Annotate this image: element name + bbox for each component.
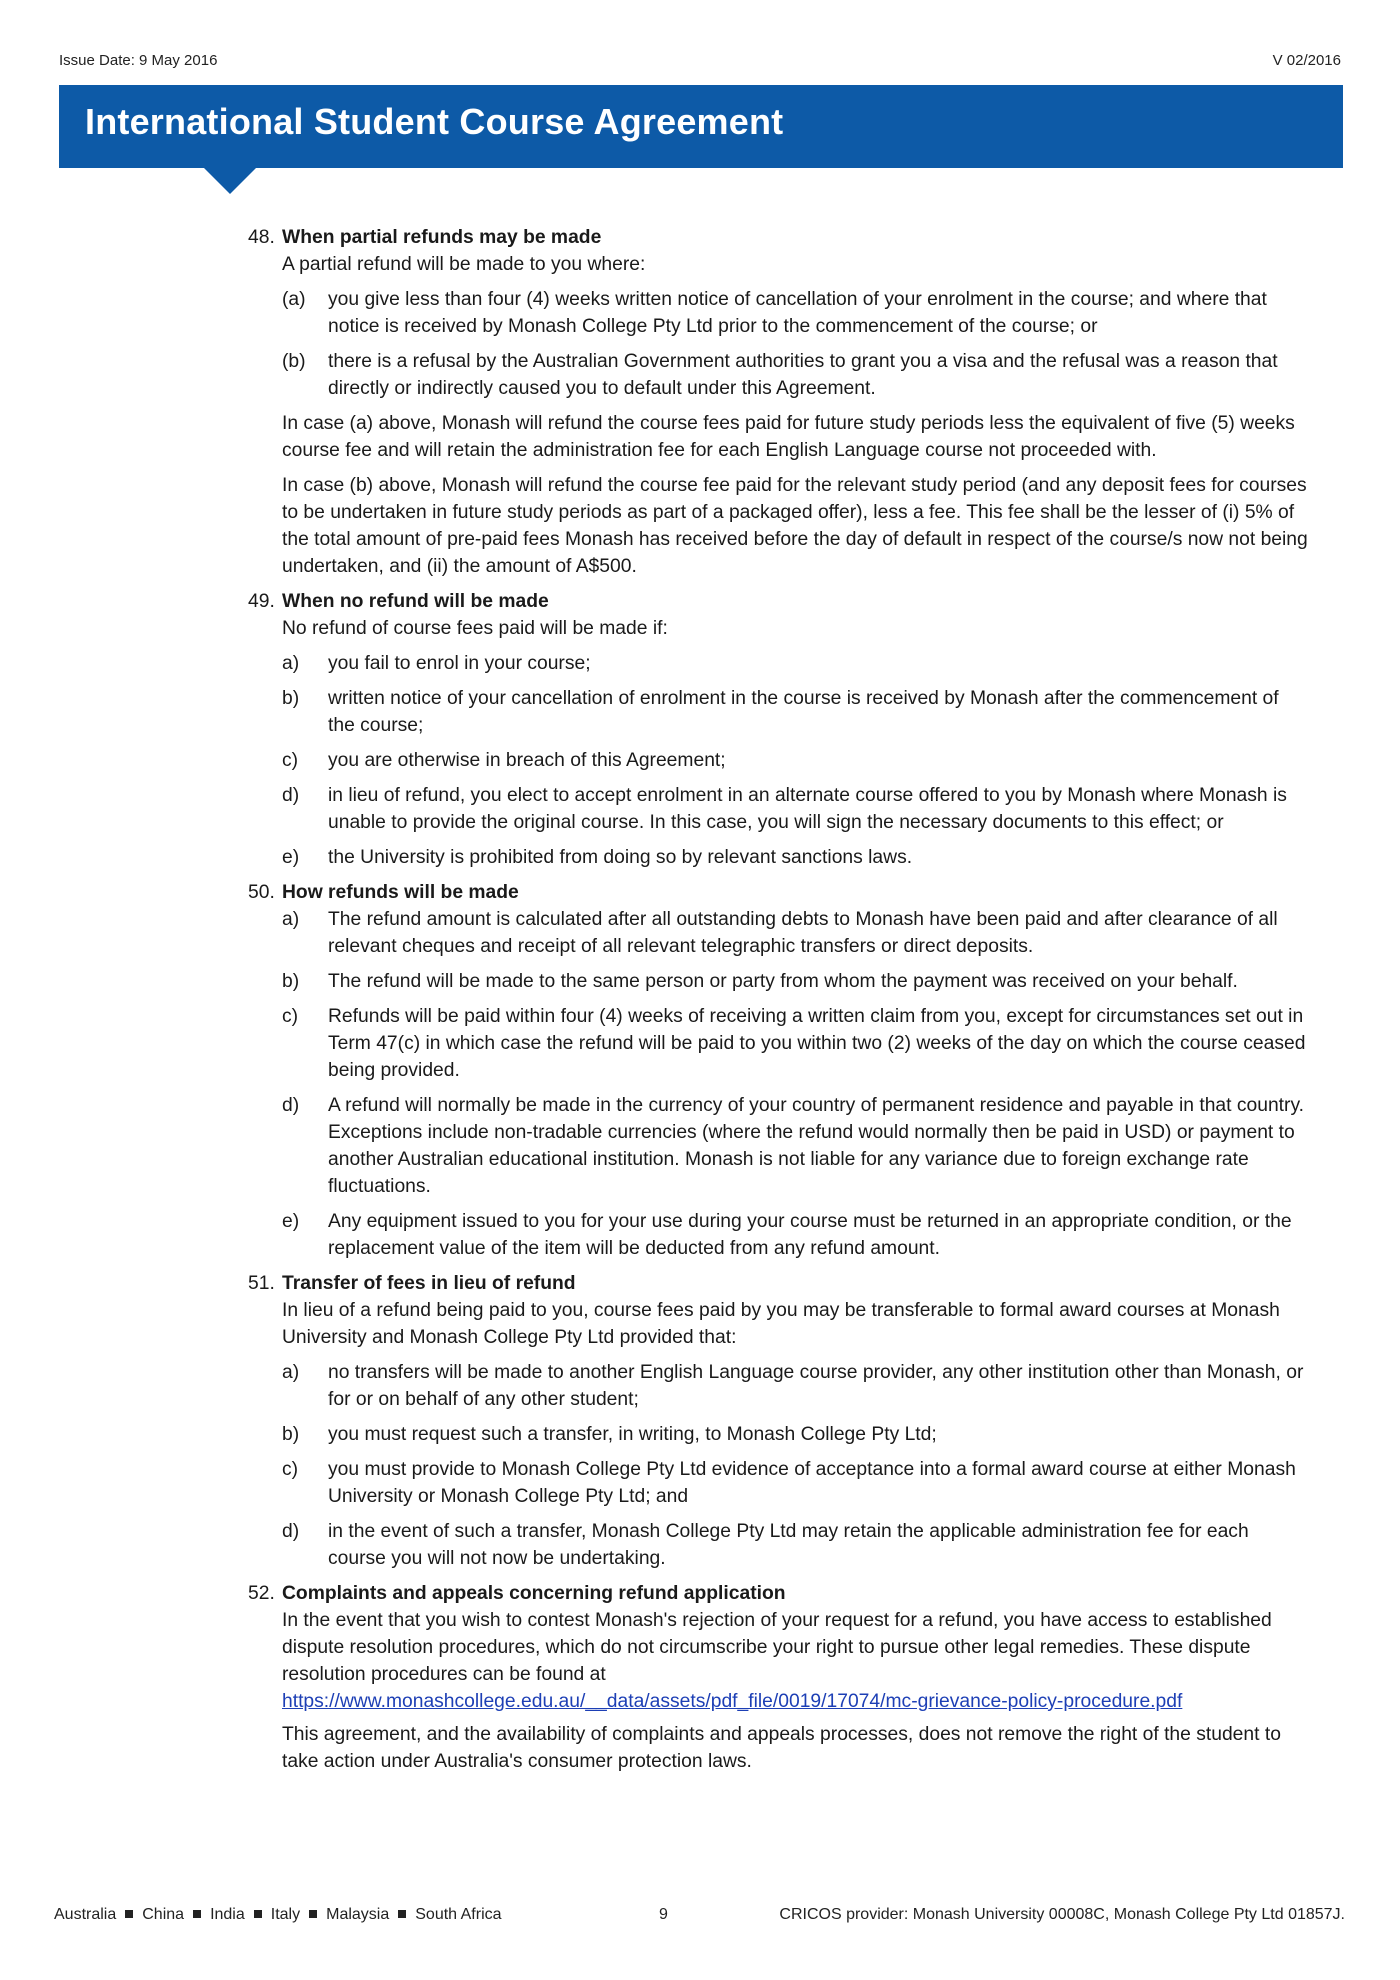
page-footer	[54, 1906, 1345, 1924]
clause-number: 48.	[248, 227, 275, 248]
item-marker: b)	[282, 971, 300, 992]
clause-intro: In lieu of a refund being paid to you, course fees paid by you may be transferable to formal award courses at Monash University and Monash College Pty Ltd provided that:	[282, 1300, 1280, 1348]
banner-notch	[204, 168, 256, 194]
clause-section	[248, 879, 1308, 1262]
document-title: International Student Course Agreement	[85, 101, 784, 142]
clause-item	[248, 650, 1308, 677]
bullet-square-icon	[193, 1910, 201, 1918]
country-name: India	[210, 1906, 245, 1923]
page-number: 9	[659, 1906, 668, 1923]
item-text: in lieu of refund, you elect to accept enrolment in an alternate course offered to you by Monash where Monash is unable to provide the original course. In this case, you will sign the necessary documents to this effect; or	[328, 785, 1287, 833]
clause-number: 49.	[248, 591, 275, 612]
title-banner	[59, 85, 1343, 168]
clause-heading	[248, 1270, 1308, 1297]
country-name: South Africa	[415, 1906, 502, 1923]
item-text: The refund will be made to the same person or party from whom the payment was received on your behalf.	[328, 971, 1238, 992]
clause-item	[248, 1208, 1308, 1262]
clause-section	[248, 1580, 1308, 1775]
clause-item	[248, 844, 1308, 871]
clause-item	[248, 1456, 1308, 1510]
bullet-square-icon	[309, 1910, 317, 1918]
item-marker: (b)	[282, 351, 306, 372]
item-text: The refund amount is calculated after all outstanding debts to Monash have been paid and after clearance of all relevant cheques and receipt of all relevant telegraphic transfers or direct deposits.	[328, 909, 1278, 957]
item-marker: c)	[282, 1459, 299, 1480]
item-marker: a)	[282, 653, 300, 674]
item-text: you fail to enrol in your course;	[328, 653, 591, 674]
country-name: China	[142, 1906, 185, 1923]
bullet-square-icon	[125, 1910, 133, 1918]
item-marker: e)	[282, 1211, 300, 1232]
item-text: you are otherwise in breach of this Agreement;	[328, 750, 726, 771]
country-name: Italy	[270, 1906, 301, 1923]
agreement-body	[248, 224, 1308, 1783]
bullet-square-icon	[398, 1910, 406, 1918]
clause-title: Transfer of fees in lieu of refund	[282, 1273, 576, 1294]
item-text: you give less than four (4) weeks written notice of cancellation of your enrolment in the course; and where that notice is received by Monash College Pty Ltd prior to the commencement of the course; or	[328, 289, 1267, 337]
clause-item	[248, 906, 1308, 960]
item-text: the University is prohibited from doing so by relevant sanctions laws.	[328, 847, 913, 868]
item-marker: b)	[282, 688, 300, 709]
clause-number: 51.	[248, 1273, 275, 1294]
clause-title: How refunds will be made	[282, 882, 519, 903]
issue-date: Issue Date: 9 May 2016	[59, 52, 218, 69]
closing-paragraph: This agreement, and the availability of complaints and appeals processes, does not remove the right of the student to take action under Australia's consumer protection laws.	[282, 1724, 1281, 1772]
clause-title: When no refund will be made	[282, 591, 549, 612]
clause-item	[248, 1359, 1308, 1413]
clause-item	[248, 348, 1308, 402]
complaints-text: In the event that you wish to contest Monash's rejection of your request for a refund, you have access to established dispute resolution procedures, which do not circumscribe your right to pursue other legal remedies. These dispute resolution procedures can be found at	[282, 1610, 1272, 1685]
item-text: Refunds will be paid within four (4) weeks of receiving a written claim from you, except for circumstances set out in Term 47(c) in which case the refund will be paid to you within two (2) weeks of the day on which the course ceased being provided.	[328, 1006, 1306, 1081]
item-text: written notice of your cancellation of enrolment in the course is received by Monash after the commencement of the course;	[328, 688, 1279, 736]
clause-item	[248, 1003, 1308, 1084]
clause-item	[248, 1421, 1308, 1448]
item-text: there is a refusal by the Australian Government authorities to grant you a visa and the refusal was a reason that directly or indirectly caused you to default under this Agreement.	[328, 351, 1278, 399]
country-name: Australia	[54, 1906, 117, 1923]
grievance-policy-link[interactable]: https://www.monashcollege.edu.au/__data/assets/pdf_file/0019/17074/mc-grievance-policy-procedure.pdf	[282, 1691, 1183, 1712]
item-marker: a)	[282, 1362, 300, 1383]
clause-paragraph: In case (a) above, Monash will refund the course fees paid for future study periods less the equivalent of five (5) weeks course fee and will retain the administration fee for each English Language course not proceeded with.	[282, 413, 1295, 461]
clause-number: 52.	[248, 1583, 275, 1604]
item-text: you must request such a transfer, in writing, to Monash College Pty Ltd;	[328, 1424, 937, 1445]
clause-item	[248, 1092, 1308, 1200]
clause-heading	[248, 1580, 1308, 1607]
clause-number: 50.	[248, 882, 275, 903]
clause-item	[248, 286, 1308, 340]
clause-item	[248, 685, 1308, 739]
clause-section	[248, 224, 1308, 580]
clause-item	[248, 1518, 1308, 1572]
country-list	[54, 1906, 502, 1924]
version-label: V 02/2016	[1272, 52, 1341, 69]
item-text: in the event of such a transfer, Monash College Pty Ltd may retain the applicable administration fee for each course you will not now be undertaking.	[328, 1521, 1249, 1569]
country-name: Malaysia	[326, 1906, 390, 1923]
item-marker: c)	[282, 750, 299, 771]
item-marker: d)	[282, 1095, 300, 1116]
clause-item	[248, 782, 1308, 836]
item-text: A refund will normally be made in the currency of your country of permanent residence and payable in that country. Exceptions include non-tradable currencies (where the refund would normally then be paid in USD) or payment to another Australian educational institution. Monash is not liable for any variance due to foreign exchange rate fluctuations.	[328, 1095, 1305, 1197]
item-marker: a)	[282, 909, 300, 930]
cricos-note: CRICOS provider: Monash University 00008C, Monash College Pty Ltd 01857J.	[779, 1906, 1345, 1923]
item-text: no transfers will be made to another English Language course provider, any other institution other than Monash, or for or on behalf of any other student;	[328, 1362, 1304, 1410]
clause-heading	[248, 224, 1308, 251]
clause-item	[248, 968, 1308, 995]
item-marker: b)	[282, 1424, 300, 1445]
bullet-square-icon	[254, 1910, 262, 1918]
item-marker: d)	[282, 785, 300, 806]
item-marker: c)	[282, 1006, 299, 1027]
item-marker: d)	[282, 1521, 300, 1542]
clause-paragraph: In case (b) above, Monash will refund the course fee paid for the relevant study period (and any deposit fees for courses to be undertaken in future study periods as part of a packaged offer), less a fee. This fee shall be the lesser of (i) 5% of the total amount of pre-paid fees Monash has received before the day of default in respect of the course/s now not being undertaken, and (ii) the amount of A$500.	[282, 475, 1308, 577]
header-meta-row	[59, 52, 1341, 69]
item-text: Any equipment issued to you for your use during your course must be returned in an appropriate condition, or the replacement value of the item will be deducted from any refund amount.	[328, 1211, 1292, 1259]
clause-intro: A partial refund will be made to you where:	[282, 254, 646, 275]
clause-intro: No refund of course fees paid will be made if:	[282, 618, 668, 639]
clause-title: Complaints and appeals concerning refund application	[282, 1583, 786, 1604]
item-marker: (a)	[282, 289, 306, 310]
clause-heading	[248, 879, 1308, 906]
clause-title: When partial refunds may be made	[282, 227, 602, 248]
link-line	[248, 1688, 1308, 1715]
clause-item	[248, 747, 1308, 774]
item-marker: e)	[282, 847, 300, 868]
clause-section	[248, 588, 1308, 871]
clause-paragraph	[248, 1607, 1308, 1688]
clause-section	[248, 1270, 1308, 1572]
clause-heading	[248, 588, 1308, 615]
item-text: you must provide to Monash College Pty Ltd evidence of acceptance into a formal award course at either Monash University or Monash College Pty Ltd; and	[328, 1459, 1296, 1507]
